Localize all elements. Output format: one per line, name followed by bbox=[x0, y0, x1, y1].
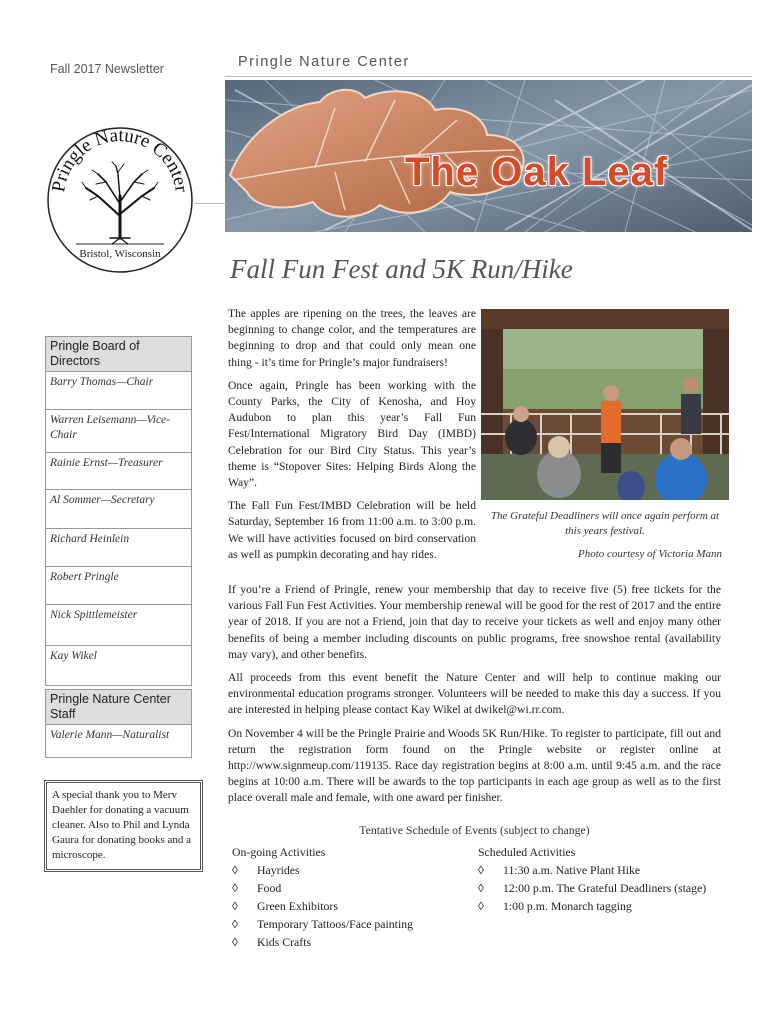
board-heading: Pringle Board of Directors bbox=[46, 337, 191, 372]
scheduled-activities-list bbox=[478, 843, 706, 915]
logo-city: Bristol, Wisconsin bbox=[79, 248, 161, 260]
organization-name: Pringle Nature Center bbox=[238, 54, 410, 70]
logo-arc-text: Pringle Nature Center bbox=[48, 126, 192, 194]
article-paragraph: All proceeds from this event benefit the Nature Center and will help to continue making our environmental education programs stronger. Volunteers will be needed to make this day a success. If you are interested in helping please contact Kay Wikel at dwikel@wi.rr.com. bbox=[228, 671, 721, 717]
nature-center-logo bbox=[46, 126, 194, 274]
ongoing-heading: On-going Activities bbox=[232, 845, 326, 859]
board-member: Warren Leisemann—Vice-Chair bbox=[46, 410, 191, 453]
diamond-bullet-icon: ◊ bbox=[478, 881, 484, 895]
list-item-label: Green Exhibitors bbox=[257, 899, 338, 913]
list-item-label: Food bbox=[257, 881, 282, 895]
board-member: Nick Spittlemeister bbox=[46, 605, 191, 646]
board-member: Al Sommer—Secretary bbox=[46, 490, 191, 529]
diamond-bullet-icon: ◊ bbox=[232, 863, 238, 877]
list-item bbox=[232, 879, 413, 897]
staff-heading: Pringle Nature Center Staff bbox=[46, 690, 191, 725]
article-paragraph: The Fall Fun Fest/IMBD Celebration will be held Saturday, September 16 from 11:00 a.m. to 3:00 p.m. We will have activities focused on bird conservation as well as pumpkin decorating and hay rides. bbox=[228, 499, 476, 561]
banner-title: The Oak Leaf bbox=[405, 150, 669, 194]
article-paragraph: On November 4 will be the Pringle Prairie and Woods 5K Run/Hike. To register to participate, fill out and return the registration form found on the Pringle website or register online at http://www.signmeup.com/119135. Race day registration begins at 8:00 a.m. until 9:45 a.m. and the race begins at 10:00 a.m. There will be awards to the top participants in each age group as well as to the first place overall male and female, with one award per finisher. bbox=[228, 726, 721, 805]
list-item bbox=[478, 861, 706, 879]
list-item-label: Temporary Tattoos/Face painting bbox=[257, 917, 414, 931]
diamond-bullet-icon: ◊ bbox=[232, 917, 238, 931]
list-item-label: 12:00 p.m. The Grateful Deadliners (stage) bbox=[503, 881, 707, 895]
photo-caption: The Grateful Deadliners will once again perform at this years festival. bbox=[490, 510, 720, 537]
article-paragraph: The apples are ripening on the trees, the leaves are beginning to change color, and the temperatures are beginning to drop and that could only mean one thing - it’s time for Pringle’s major fundraisers! bbox=[228, 307, 476, 369]
newsletter-banner bbox=[225, 80, 752, 232]
scheduled-heading: Scheduled Activities bbox=[478, 845, 576, 859]
issue-label: Fall 2017 Newsletter bbox=[50, 62, 164, 76]
list-item bbox=[232, 933, 413, 951]
board-of-directors-box bbox=[45, 336, 192, 686]
header-rule bbox=[225, 76, 752, 77]
staff-box bbox=[45, 689, 192, 758]
article-main-column bbox=[228, 582, 721, 814]
diamond-bullet-icon: ◊ bbox=[478, 899, 484, 913]
list-item bbox=[478, 897, 706, 915]
board-member: Robert Pringle bbox=[46, 567, 191, 605]
board-member: Kay Wikel bbox=[50, 650, 97, 662]
diamond-bullet-icon: ◊ bbox=[478, 863, 484, 877]
list-item-label: Hayrides bbox=[257, 863, 300, 877]
band-performing-image bbox=[481, 309, 729, 500]
banner-connector-rule bbox=[194, 203, 226, 204]
list-item-label: Kids Crafts bbox=[257, 935, 312, 949]
article-intro-column bbox=[228, 306, 476, 570]
article-title: Fall Fun Fest and 5K Run/Hike bbox=[230, 254, 573, 284]
staff-member: Valerie Mann—Naturalist bbox=[50, 729, 170, 741]
article-paragraph: If you’re a Friend of Pringle, renew your membership that day to receive five (5) free tickets for the various Fall Fun Fest Activities. Your membership renewal will be good for the rest of 2017 and the entire year of 2018. If you are not a Friend, join that day to receive your tickets as well and enjoy many other benefits of being a member including discounts on public programs, free snowshoe rental (availability may vary), and other benefits. bbox=[228, 583, 721, 661]
list-item bbox=[232, 915, 413, 933]
diamond-bullet-icon: ◊ bbox=[232, 899, 238, 913]
list-item-label: 11:30 a.m. Native Plant Hike bbox=[503, 863, 641, 877]
list-item bbox=[232, 861, 413, 879]
diamond-bullet-icon: ◊ bbox=[232, 935, 238, 949]
list-item-label: 1:00 p.m. Monarch tagging bbox=[503, 899, 632, 913]
band-photo bbox=[481, 309, 729, 500]
ongoing-activities-list bbox=[232, 843, 413, 951]
photo-credit: Photo courtesy of Victoria Mann bbox=[578, 548, 722, 560]
list-item bbox=[232, 897, 413, 915]
board-member: Barry Thomas—Chair bbox=[46, 372, 191, 410]
article-paragraph: Once again, Pringle has been working with the County Parks, the City of Kenosha, and Hoy Audubon to plan this year’s Fall Fun Fest/International Migratory Bird Day (IMBD) Celebration for our Bird City Status. This year’s theme is “Stopover Sites: Helping Birds Along the Way”. bbox=[228, 378, 476, 490]
list-item bbox=[478, 879, 706, 897]
diamond-bullet-icon: ◊ bbox=[232, 881, 238, 895]
thank-you-note: A special thank you to Merv Daehler for donating a vacuum cleaner. Also to Phil and Lynda Gaura for donating books and a microscope. bbox=[44, 780, 203, 872]
schedule-heading: Tentative Schedule of Events (subject to change) bbox=[359, 823, 590, 837]
board-member: Richard Heinlein bbox=[46, 529, 191, 567]
board-member: Rainie Ernst—Treasurer bbox=[46, 453, 191, 490]
